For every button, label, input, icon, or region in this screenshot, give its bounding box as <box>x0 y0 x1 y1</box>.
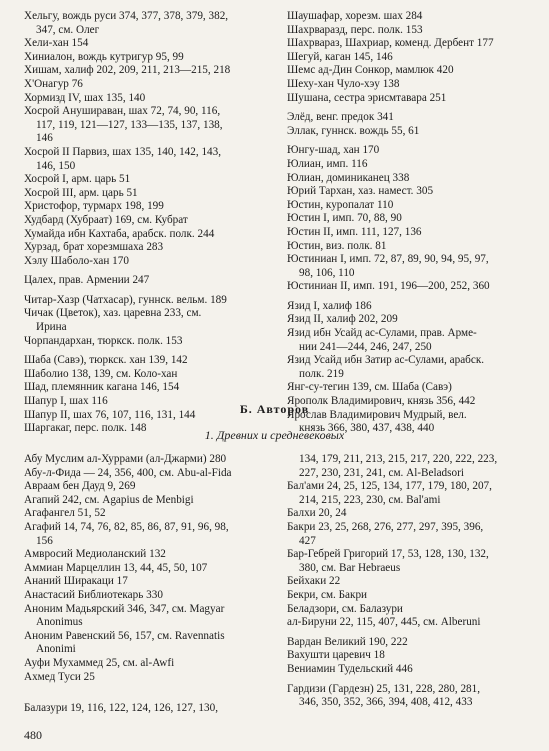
index-entry: Хэлу Шаболо-хан 170 <box>24 254 129 267</box>
index-entry: Балазури 19, 116, 122, 124, 126, 127, 130, <box>24 702 219 715</box>
index-entry: Шаболио 138, 139, см. Коло-хан <box>24 367 178 380</box>
index-entry: Анастасий Библиотекарь 330 <box>24 588 163 601</box>
index-entry: Шеху-хан Чуло-хэу 138 <box>287 77 400 90</box>
index-entry: Шахрваразд, перс. полк. 153 <box>287 23 423 36</box>
index-entry-continuation: 346, 350, 352, 366, 394, 408, 412, 433 <box>299 696 473 709</box>
index-entry: Беладзори, см. Балазури <box>287 602 403 615</box>
index-entry: Вардан Великий 190, 222 <box>287 635 408 648</box>
index-entry: Хумайда ибн Кахтаба, арабск. полк. 244 <box>24 227 215 240</box>
index-entry-continuation: 98, 106, 110 <box>299 266 355 279</box>
index-entry: Ананий Ширакаци 17 <box>24 575 128 588</box>
index-entry: Хосрой I, арм. царь 51 <box>24 173 131 186</box>
index-entry-continuation: Anonimus <box>36 616 83 629</box>
index-entry: Абу Муслим ал-Хуррами (ал-Джарми) 280 <box>24 453 227 465</box>
index-entry: Шемс ад-Дин Сонкор, мамлюк 420 <box>287 64 454 77</box>
index-entry: Бар-Гебрей Григорий 17, 53, 128, 130, 132, <box>287 548 489 561</box>
index-entry-continuation: 227, 230, 231, 241, см. Al-Beladsori <box>299 466 464 479</box>
index-entry-continuation: князь 366, 380, 437, 438, 440 <box>299 422 435 435</box>
index-entry: Агапий 242, см. Agapius de Menbigi <box>24 493 194 506</box>
index-entry: Аноним Мадьярский 346, 347, см. Magyar <box>24 602 225 615</box>
index-entry: Ахмед Туси 25 <box>24 670 95 683</box>
index-entry: Хели-хан 154 <box>24 37 89 50</box>
index-entry: Ярослав Владимирович Мудрый, вел. <box>287 408 467 421</box>
index-entry: Шегуй, каган 145, 146 <box>287 50 393 63</box>
index-entry: Хишам, халиф 202, 209, 211, 213—215, 218 <box>24 64 231 77</box>
index-entry: Хельгу, вождь руси 374, 377, 378, 379, 382, <box>24 10 229 22</box>
index-entry: Абу-л-Фида — 24, 356, 400, см. Abu-al-Fida <box>24 466 232 479</box>
index-entry: Чичак (Цветок), хаз. царевна 233, см. <box>24 307 202 320</box>
index-entry: Читар-Хазр (Чатхасар), гуннск. вельм. 189 <box>24 293 227 306</box>
index-entry: Юрий Тархан, хаз. намест. 305 <box>287 185 434 198</box>
index-entry-continuation: 156 <box>36 534 53 547</box>
index-column-left-a <box>24 10 272 436</box>
index-entry-continuation: 146 <box>36 132 53 145</box>
index-entry: Хосрой II Парвиз, шах 135, 140, 142, 143, <box>24 145 222 158</box>
index-entry-continuation: 117, 119, 121—127, 133—135, 137, 138, <box>36 118 223 131</box>
index-entry: Авраам бен Дауд 9, 269 <box>24 480 136 493</box>
index-entry: Язид ибн Усайд ас-Сулами, прав. Арме- <box>287 327 477 340</box>
index-entry: Христофор, турмарх 198, 199 <box>24 200 164 213</box>
index-entry: Бекри, см. Бакри <box>287 588 368 601</box>
index-entry-continuation: 214, 215, 223, 230, см. Bal'ami <box>299 493 441 506</box>
index-entry: Хосрой III, арм. царь 51 <box>24 186 138 199</box>
index-entry-continuation: нии 241—244, 246, 247, 250 <box>299 340 432 353</box>
index-column-right-a <box>287 10 537 436</box>
index-entry: Юстин I, имп. 70, 88, 90 <box>287 212 402 225</box>
index-entry: Бал'ами 24, 25, 125, 134, 177, 179, 180, 207, <box>287 480 492 493</box>
index-entry: Хосрой Анушираван, шах 72, 74, 90, 116, <box>24 105 221 118</box>
index-entry: Балхи 20, 24 <box>287 507 347 520</box>
index-entry: Цалех, прав. Армении 247 <box>24 274 150 287</box>
index-entry: Шапур II, шах 76, 107, 116, 131, 144 <box>24 408 196 421</box>
index-entry: Шаба (Савэ), тюркск. хан 139, 142 <box>24 354 188 367</box>
index-entry: Язид I, халиф 186 <box>287 299 372 312</box>
index-entry: Ярополк Владимирович, князь 356, 442 <box>287 395 476 408</box>
section-subheading: 1. Древних и средневековых <box>204 428 345 442</box>
index-entry: Язид II, халиф 202, 209 <box>287 313 398 326</box>
index-entry: Амвросий Медиоланский 132 <box>24 548 166 561</box>
index-entry: Хурзад, брат хорезмшаха 283 <box>24 241 164 254</box>
index-entry: Чорпандархан, тюркск. полк. 153 <box>24 334 183 347</box>
index-entry: Агафангел 51, 52 <box>24 507 106 520</box>
index-entry: Бейхаки 22 <box>287 575 341 588</box>
index-entry: Шапур I, шах 116 <box>24 395 108 408</box>
page-number: 480 <box>24 728 42 742</box>
index-entry: Юстин, виз. полк. 81 <box>287 239 387 252</box>
index-entry: Юстиниан I, имп. 72, 87, 89, 90, 94, 95, 97, <box>287 253 489 266</box>
index-entry: Вениамин Тудельский 446 <box>287 662 413 675</box>
index-entry: Шаушафар, хорезм. шах 284 <box>287 10 423 22</box>
index-entry: Гардизи (Гардезн) 25, 131, 228, 280, 281, <box>287 682 481 695</box>
index-entry-continuation: 146, 150 <box>36 159 76 172</box>
index-entry: Шаргакаг, перс. полк. 148 <box>24 422 147 435</box>
index-entry: Ауфи Мухаммед 25, см. al-Awfi <box>24 656 175 669</box>
index-entry: Язид Усайд ибн Затир ас-Сулами, арабск. <box>287 354 485 367</box>
index-entry: Х'Онагур 76 <box>24 77 83 90</box>
index-entry: Юстин, куропалат 110 <box>287 198 394 211</box>
index-entry: Хормизд IV, шах 135, 140 <box>24 91 146 104</box>
index-entry: Юлиан, доминиканец 338 <box>287 171 410 184</box>
index-entry: Худбард (Хубраат) 169, см. Кубрат <box>24 213 188 226</box>
index-column-right-b <box>287 453 537 710</box>
index-entry: Юстин II, имп. 111, 127, 136 <box>287 225 422 238</box>
index-entry-continuation: Anonimi <box>36 643 76 656</box>
index-entry-continuation: 134, 179, 211, 213, 215, 217, 220, 222, 223, <box>299 453 498 465</box>
index-entry: Эллак, гуннск. вождь 55, 61 <box>287 124 420 137</box>
index-entry: Вахушти царевич 18 <box>287 649 385 662</box>
index-entry: Агафий 14, 74, 76, 82, 85, 86, 87, 91, 96, 98, <box>24 520 229 533</box>
index-entry-continuation: 380, см. Bar Hebraeus <box>299 561 401 574</box>
index-entry: Аноним Равенский 56, 157, см. Ravennatis <box>24 629 225 642</box>
index-column-left-b <box>24 453 272 716</box>
index-entry: Юлиан, имп. 116 <box>287 157 368 170</box>
index-entry: Юстиниан II, имп. 191, 196—200, 252, 360 <box>287 280 490 293</box>
index-entry-continuation: 347, см. Олег <box>36 23 100 36</box>
index-entry: Янг-су-тегин 139, см. Шаба (Савэ) <box>287 381 452 394</box>
index-entry-continuation: 427 <box>299 534 316 547</box>
index-entry: Аммиан Марцеллин 13, 44, 45, 50, 107 <box>24 561 208 574</box>
index-entry: Элёд, венг. предок 341 <box>287 111 394 124</box>
index-entry: Шушана, сестра эрисмтавара 251 <box>287 91 447 104</box>
index-entry: Шахрвараз, Шахриар, коменд. Дербент 177 <box>287 37 494 50</box>
index-entry: Бакри 23, 25, 268, 276, 277, 297, 395, 396, <box>287 520 484 533</box>
index-entry: Хиниалон, вождь кутригур 95, 99 <box>24 50 184 63</box>
index-entry: ал-Бируни 22, 115, 407, 445, см. Alberuni <box>287 616 481 629</box>
index-entry: Юнгу-шад, хан 170 <box>287 144 380 157</box>
index-entry-continuation: Ирина <box>36 321 67 334</box>
section-heading: Б. Авторов <box>239 402 310 416</box>
index-entry: Шад, племянник кагана 146, 154 <box>24 381 180 394</box>
index-entry-continuation: полк. 219 <box>299 367 344 380</box>
